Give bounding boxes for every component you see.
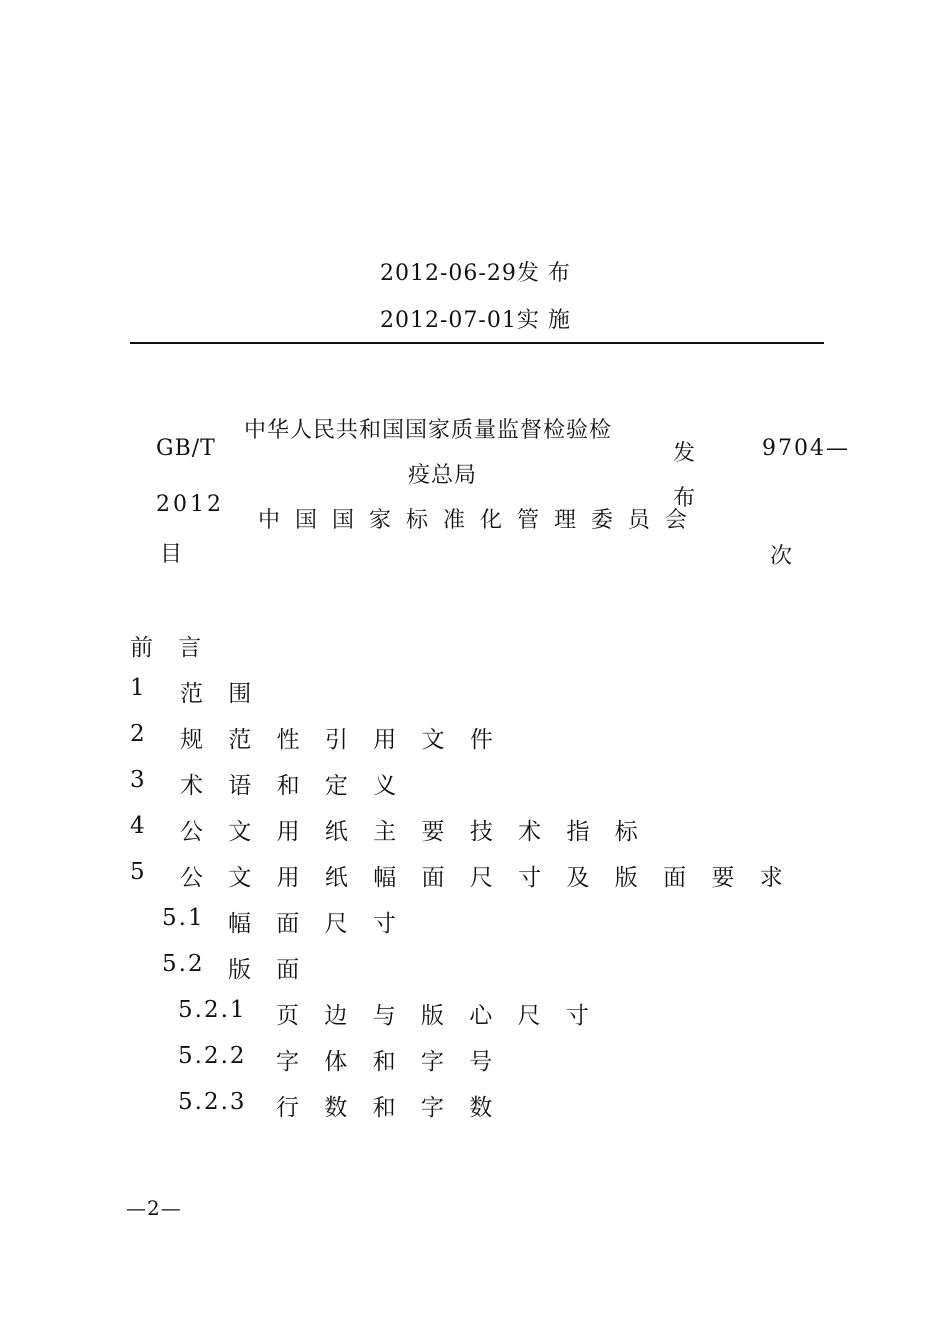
- implement-date: 2012-07-01实 施: [380, 308, 571, 333]
- toc-item-number: 5.2.2: [178, 1043, 247, 1069]
- bu-char: 布: [673, 486, 696, 511]
- toc-item-text: 版 面: [228, 957, 309, 983]
- ci-char: 次: [770, 544, 793, 569]
- mu-char: 目: [160, 542, 183, 567]
- standard-number: 9704—: [762, 436, 850, 461]
- toc-item-number: 5.2.3: [178, 1089, 247, 1115]
- header-divider: [130, 342, 824, 344]
- toc-item-5-1[interactable]: [162, 905, 722, 937]
- issuer-line-3: 中 国 国 家 标 准 化 管 理 委 员 会: [258, 508, 691, 533]
- toc-item-5-2-2[interactable]: [178, 1043, 738, 1075]
- toc-item-number: 4: [130, 813, 147, 839]
- issuer-line-2: 疫总局: [408, 463, 478, 488]
- toc-item-number: 2: [130, 721, 147, 747]
- toc-item-number: 5.2: [162, 951, 205, 977]
- toc-item-text: 字 体 和 字 号: [276, 1049, 502, 1075]
- toc-item-foreword[interactable]: [130, 629, 730, 661]
- fa-char: 发: [673, 441, 696, 466]
- toc-item-number: 5: [130, 859, 147, 885]
- toc-item-5-2-3[interactable]: [178, 1089, 738, 1121]
- issuer-line-1: 中华人民共和国国家质量监督检验检: [244, 418, 613, 443]
- page-number: —2—: [126, 1196, 182, 1220]
- toc-item-text: 范 围: [180, 681, 261, 707]
- toc-item-3[interactable]: [130, 767, 730, 799]
- standard-year: 2012: [156, 492, 224, 517]
- toc-item-number: 5.2.1: [178, 997, 247, 1023]
- toc-item-text: 幅 面 尺 寸: [228, 911, 405, 937]
- toc-item-number: 1: [130, 675, 147, 701]
- toc-item-5-2-1[interactable]: [178, 997, 738, 1029]
- toc-item-5[interactable]: [130, 859, 792, 891]
- publish-date: 2012-06-29发 布: [380, 261, 571, 286]
- toc-item-number: 3: [130, 767, 147, 793]
- toc-item-text: 公 文 用 纸 幅 面 尺 寸 及 版 面 要 求: [180, 865, 792, 891]
- toc-item-text: 术 语 和 定 义: [180, 773, 406, 799]
- toc-item-4[interactable]: [130, 813, 730, 845]
- toc-item-text: 行 数 和 字 数: [276, 1095, 502, 1121]
- toc-item-text: 公 文 用 纸 主 要 技 术 指 标: [180, 819, 647, 845]
- toc-item-1[interactable]: [130, 675, 730, 707]
- toc-item-number: 5.1: [162, 905, 205, 931]
- toc-item-2[interactable]: [130, 721, 730, 753]
- standard-code: GB/T: [156, 436, 216, 461]
- toc-item-5-2[interactable]: [162, 951, 722, 983]
- toc-item-text: 规 范 性 引 用 文 件: [180, 727, 502, 753]
- toc-item-text: 页 边 与 版 心 尺 寸: [276, 1003, 598, 1029]
- toc-item-text: 前 言: [130, 635, 211, 661]
